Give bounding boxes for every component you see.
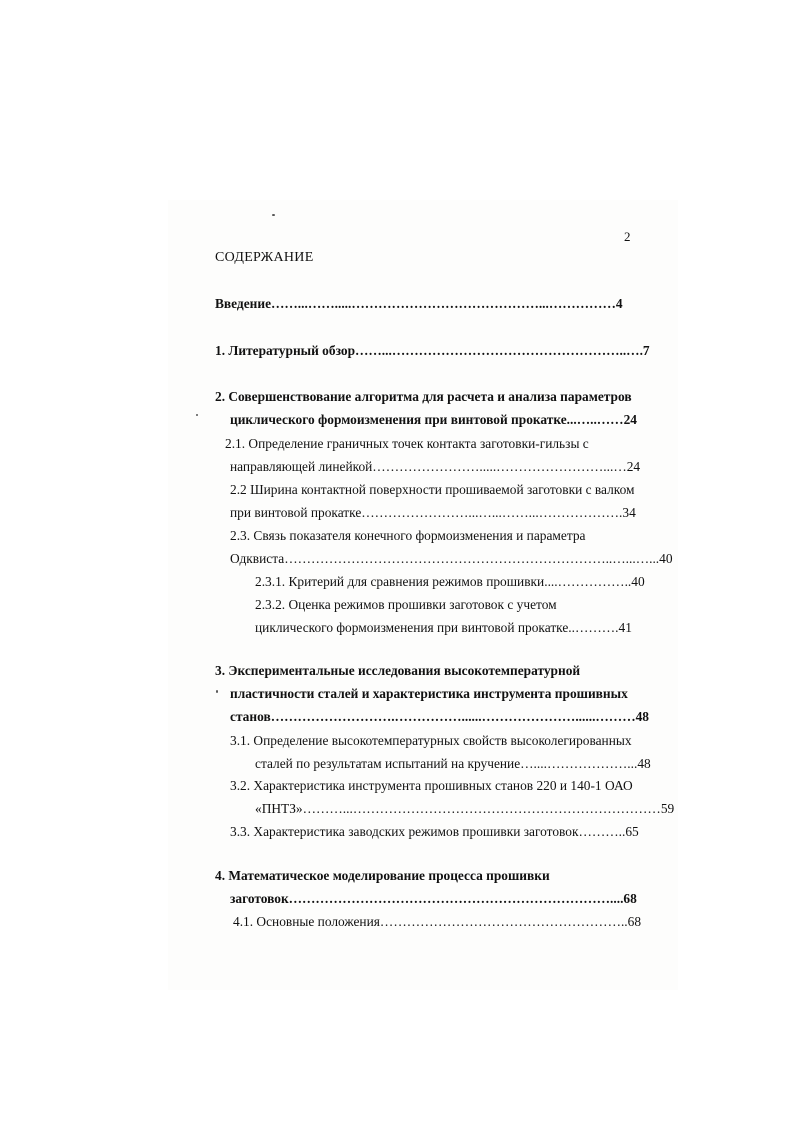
toc-entry-2-3-line2: Одквиста………………………………………………………………..…...…...40 — [230, 551, 673, 566]
scan-speck — [196, 414, 198, 416]
toc-entry-chapter-4-line1: 4. Математическое моделирование процесса прошивки — [215, 868, 550, 883]
toc-entry-introduction: Введение……...…….....……………………………………...……………4 — [215, 296, 623, 311]
toc-entry-2-3-line1: 2.3. Связь показателя конечного формоизменения и параметра — [230, 528, 586, 543]
toc-entry-chapter-3-line3: станов……………………….……………......…………………......………48 — [230, 709, 649, 724]
scan-speck — [216, 690, 218, 693]
scan-speck — [272, 214, 275, 216]
toc-entry-chapter-3-line1: 3. Экспериментальные исследования высокотемпературной — [215, 663, 581, 678]
toc-entry-3-2-line1: 3.2. Характеристика инструмента прошивных станов 220 и 140-1 ОАО — [230, 778, 633, 793]
toc-entry-2-2-line1: 2.2 Ширина контактной поверхности прошиваемой заготовки с валком — [230, 482, 635, 497]
toc-entry-2-3-1: 2.3.1. Критерий для сравнения режимов прошивки....……………..40 — [255, 574, 645, 589]
toc-entry-3-3: 3.3. Характеристика заводских режимов прошивки заготовок………..65 — [230, 824, 639, 839]
toc-entry-2-3-2-line2: циклического формоизменения при винтовой прокатке..……….41 — [255, 620, 632, 635]
toc-entry-chapter-2-line2: циклического формоизменения при винтовой прокатке...…..……24 — [230, 412, 637, 427]
toc-entry-2-1-line2: направляющей линейкой…………………….....……………………...…24 — [230, 459, 641, 474]
toc-entry-3-1-line2: сталей по результатам испытаний на кручение…....………………...48 — [255, 756, 651, 771]
page-number: 2 — [624, 229, 631, 244]
toc-entry-2-3-2-line1: 2.3.2. Оценка режимов прошивки заготовок с учетом — [255, 597, 557, 612]
toc-entry-chapter-1: 1. Литературный обзор……...……………………………………………..….7 — [215, 343, 650, 358]
toc-entry-4-1: 4.1. Основные положения………………………………………………..68 — [233, 914, 642, 929]
toc-entry-chapter-4-line2: заготовок………………………………………………………………....68 — [230, 891, 637, 906]
toc-entry-2-2-line2: при винтовой прокатке……………………...…...……...……………….34 — [230, 505, 636, 520]
toc-entry-3-1-line1: 3.1. Определение высокотемпературных свойств высоколегированных — [230, 733, 632, 748]
toc-entry-3-2-line2: «ПНТЗ»………...……………………………………………………………59 — [255, 801, 675, 816]
toc-title: СОДЕРЖАНИЕ — [215, 250, 314, 265]
toc-entry-chapter-3-line2: пластичности сталей и характеристика инструмента прошивных — [230, 686, 628, 701]
toc-entry-chapter-2-line1: 2. Совершенствование алгоритма для расчета и анализа параметров — [215, 389, 632, 404]
toc-entry-2-1-line1: 2.1. Определение граничных точек контакта заготовки-гильзы с — [225, 436, 589, 451]
